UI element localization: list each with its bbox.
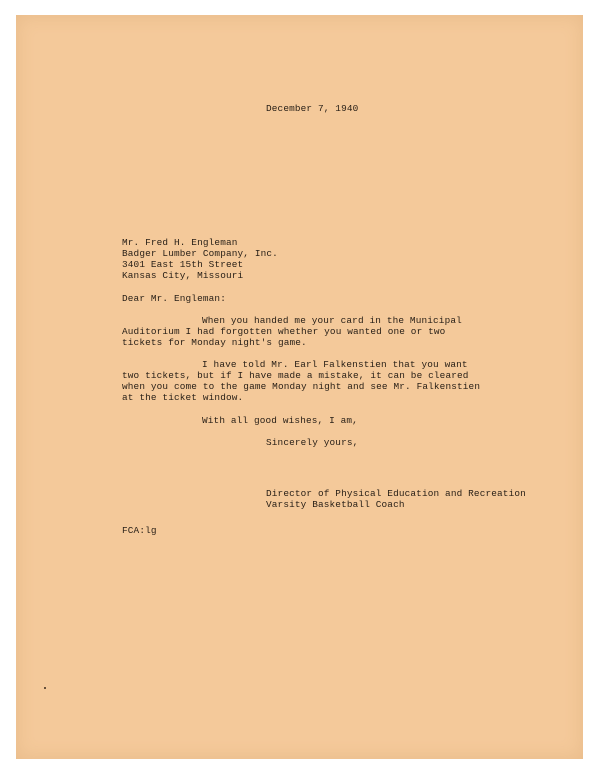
letter-page [16,15,583,759]
recipient-name: Mr. Fred H. Engleman [122,237,238,248]
signature-title-1: Director of Physical Education and Recreation [266,488,526,499]
paragraph1-line1: When you handed me your card in the Municipal [202,315,462,326]
paper-speck [44,687,46,689]
recipient-company: Badger Lumber Company, Inc. [122,248,278,259]
closing: Sincerely yours, [266,437,359,448]
paragraph1-line3: tickets for Monday night's game. [122,337,307,348]
paragraph2-line2: two tickets, but if I have made a mistake, it can be cleared [122,370,469,381]
paragraph1-line2: Auditorium I had forgotten whether you wanted one or two [122,326,446,337]
recipient-street: 3401 East 15th Street [122,259,244,270]
paragraph2-line4: at the ticket window. [122,392,244,403]
closing-wish: With all good wishes, I am, [202,415,358,426]
typist-initials: FCA:lg [122,525,157,536]
paragraph2-line1: I have told Mr. Earl Falkenstien that you want [202,359,468,370]
recipient-city: Kansas City, Missouri [122,270,244,281]
letter-date: December 7, 1940 [266,103,359,114]
salutation: Dear Mr. Engleman: [122,293,226,304]
paragraph2-line3: when you come to the game Monday night and see Mr. Falkenstien [122,381,481,392]
signature-title-2: Varsity Basketball Coach [266,499,405,510]
